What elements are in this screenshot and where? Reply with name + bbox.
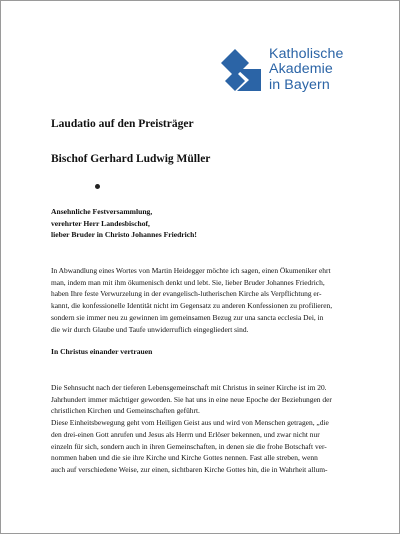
salutation-block [51,206,197,241]
text-line: Die Sehnsucht nach der tieferen Lebensgemeinschaft mit Christus in seiner Kirche ist im 20. [51,383,327,392]
academy-logo [217,45,387,95]
text-line: den drei-einen Gott anrufen und Jesus als Herrn und Erlöser bekennen, und zwar nicht nur [51,429,320,439]
salutation-line: verehrter Herr Landesbischof, [51,218,150,228]
text-line: christlichen Kirchen und Gemeinschaften geführt. [51,406,200,416]
document-title: Laudatio auf den Preisträger [51,118,194,130]
text-line: man, indem man mit ihm ökumenisch denkt und lebt. Sie, lieber Bruder Johannes Friedrich, [51,277,325,287]
text-line: Jahrhundert immer mächtiger geworden. Sie hat uns in eine neue Epoche der Beziehungen der [51,394,332,404]
logo-line-2: Akademie [269,61,333,78]
text-line: nommen haben und die sie ihre Kirche und Kirche Gottes nennen. Fast alle streben, wenn [51,453,318,463]
text-line: die wir durch Glaube und Taufe unwiderruflich eingegliedert sind. [51,324,249,334]
text-line: In Abwandlung eines Wortes von Martin Heidegger möchte ich sagen, einen Ökumeniker ehrt [51,266,331,275]
logo-wordmark [269,47,343,93]
text-line: einzeln für sich, sondern auch in ihren Gemeinschaften, in denen sie die frohe Botschaft ver- [51,441,327,451]
text-line: auch auf verschiedene Weise, zur einen, sichtbaren Kirche Gottes hin, die in Wahrheit allum- [51,464,328,474]
paragraph-section [51,382,367,476]
document-author: Bischof Gerhard Ludwig Müller [51,153,211,165]
paragraph-intro [51,265,367,335]
text-line: sondern sie immer neu zu gewinnen im gemeinsamen Bezug zur una sancta ecclesia Dei, in [51,312,324,322]
section-heading: In Christus einander vertrauen [51,347,153,356]
logo-line-3: in Bayern [269,76,330,93]
katholische-akademie-logo-icon [221,49,261,91]
logo-line-1: Katholische [269,46,344,62]
text-line: Diese Einheitsbewegung geht vom Heiligen Geist aus und wird von Menschen getragen, „die [51,418,329,428]
salutation-line: lieber Bruder in Christo Johannes Friedrich! [51,230,197,240]
bullet-dot [95,184,100,189]
salutation-line: Ansehnliche Festversammlung, [51,207,153,216]
text-line: kannt, die konfessionelle Identität nicht im Gegensatz zu anderen Konfessionen zu profilieren, [51,301,333,311]
text-line: haben Ihre feste Verwurzelung in der evangelisch-lutherischen Kirche als Verpflichtung er- [51,289,322,299]
